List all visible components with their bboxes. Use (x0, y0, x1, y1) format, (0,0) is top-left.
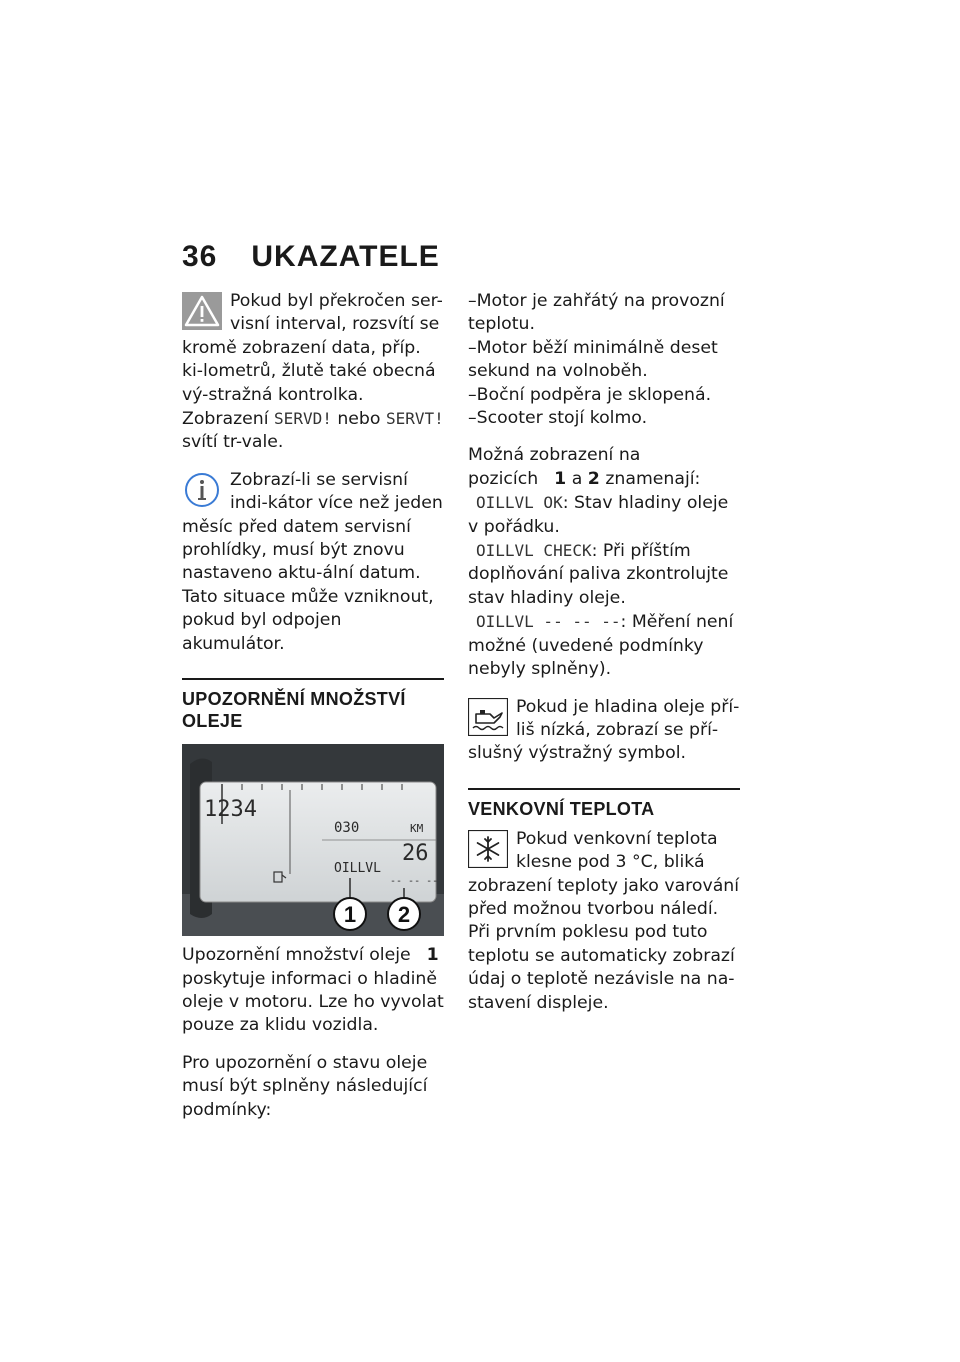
condition-item: –Boční podpěra je sklopená. (468, 384, 712, 405)
warning-text-end: svítí tr-vale. (182, 432, 284, 453)
page-header (182, 240, 440, 274)
code-oil-ok: OILLVL OK (476, 493, 563, 513)
conditions-intro: Pro upozornění o stavu oleje musí být splněny následující podmínky: (182, 1052, 428, 1120)
oil-low-text: Pokud je hladina oleje pří-liš nízká, zobrazí se pří-slušný výstražný symbol. (468, 696, 740, 764)
figure-caption (182, 944, 444, 1038)
warning-text: Pokud byl překročen ser-visní interval, rozsvítí se kromě zobrazení data, příp. ki-lometrů, žlutě také obecná vý-stražná kontrolka. Zobrazení (182, 291, 443, 430)
position-2: 2 (587, 468, 600, 489)
oil-na-entry (468, 610, 740, 681)
code-servt: SERVT! (385, 409, 444, 429)
code-oil-na: OILLVL -- -- -- (476, 612, 621, 632)
condition-item: –Scooter stojí kolmo. (468, 408, 648, 429)
warning-triangle-icon (182, 292, 222, 330)
positions-text: Možná zobrazení na pozicích (468, 445, 641, 489)
page-number: 36 (182, 240, 218, 273)
info-note (182, 469, 444, 656)
conditions-list (468, 290, 740, 430)
callout-2: 2 (397, 902, 411, 928)
trip-readout: 030 (334, 820, 360, 837)
dashboard-figure (182, 744, 444, 936)
positions-intro (468, 444, 740, 491)
display-value: 26 (402, 841, 429, 867)
right-column (468, 290, 740, 1015)
word-nebo: nebo (337, 409, 381, 430)
info-text: Zobrazí-li se servisní indi-kátor více než jeden měsíc před datem servisní prohlídky, musí být znovu nastaveno aktu-ální datum. Tato situace může vzniknout, pokud byl odpojen akumulátor. (182, 469, 443, 654)
caption-rest: poskytuje informaci o hladině oleje v motoru. Lze ho vyvolat pouze za klidu vozidla. (182, 968, 444, 1036)
temperature-note (468, 828, 740, 1015)
temperature-text: Pokud venkovní teplota klesne pod 3 °C, bliká zobrazení teploty jako varování před možnou tvorbou náledí. Při prvním poklesu pod tuto teplotu se automaticky zobrazí údaj o teplotě nezávisle na na-stavení displeje. (468, 828, 740, 1013)
oil-check-text: : Při příštím doplňování paliva zkontrolujte stav hladiny oleje. (468, 541, 729, 608)
oil-ok-entry (468, 491, 740, 539)
code-servd: SERVD! (274, 409, 332, 429)
position-1: 1 (554, 468, 567, 489)
oil-ok-text: : Stav hladiny oleje v pořádku. (468, 493, 729, 537)
section-oil-warning: UPOZORNĚNÍ MNOŽSTVÍ OLEJE (182, 678, 444, 732)
positions-suffix: znamenají: (605, 468, 701, 489)
oil-low-note (468, 696, 740, 766)
condition-item: –Motor běží minimálně deset sekund na volnoběh. (468, 337, 718, 382)
odometer-readout: 1234 (204, 797, 257, 823)
oil-level-label: OILLVL (334, 861, 381, 877)
info-icon (182, 471, 222, 509)
callout-1: 1 (343, 902, 357, 928)
warning-note (182, 290, 444, 455)
page-title: UKAZATELE (251, 240, 440, 273)
caption-ref: 1 (426, 945, 439, 966)
oil-check-entry (468, 539, 740, 610)
oil-dashes: -- -- -- (390, 876, 439, 888)
unit-label: KM (410, 822, 424, 836)
condition-item: –Motor je zahřátý na provozní teplotu. (468, 291, 725, 335)
oil-na-text: : Měření není možné (uvedené podmínky nebyly splněny). (468, 612, 734, 680)
word-a: a (571, 468, 583, 489)
snowflake-icon (468, 830, 508, 868)
left-column (182, 290, 444, 1122)
code-oil-check: OILLVL CHECK (476, 541, 592, 561)
caption-text: Upozornění množství oleje (182, 945, 411, 966)
oil-can-icon (468, 698, 508, 736)
section-outside-temperature: VENKOVNÍ TEPLOTA (468, 788, 740, 820)
